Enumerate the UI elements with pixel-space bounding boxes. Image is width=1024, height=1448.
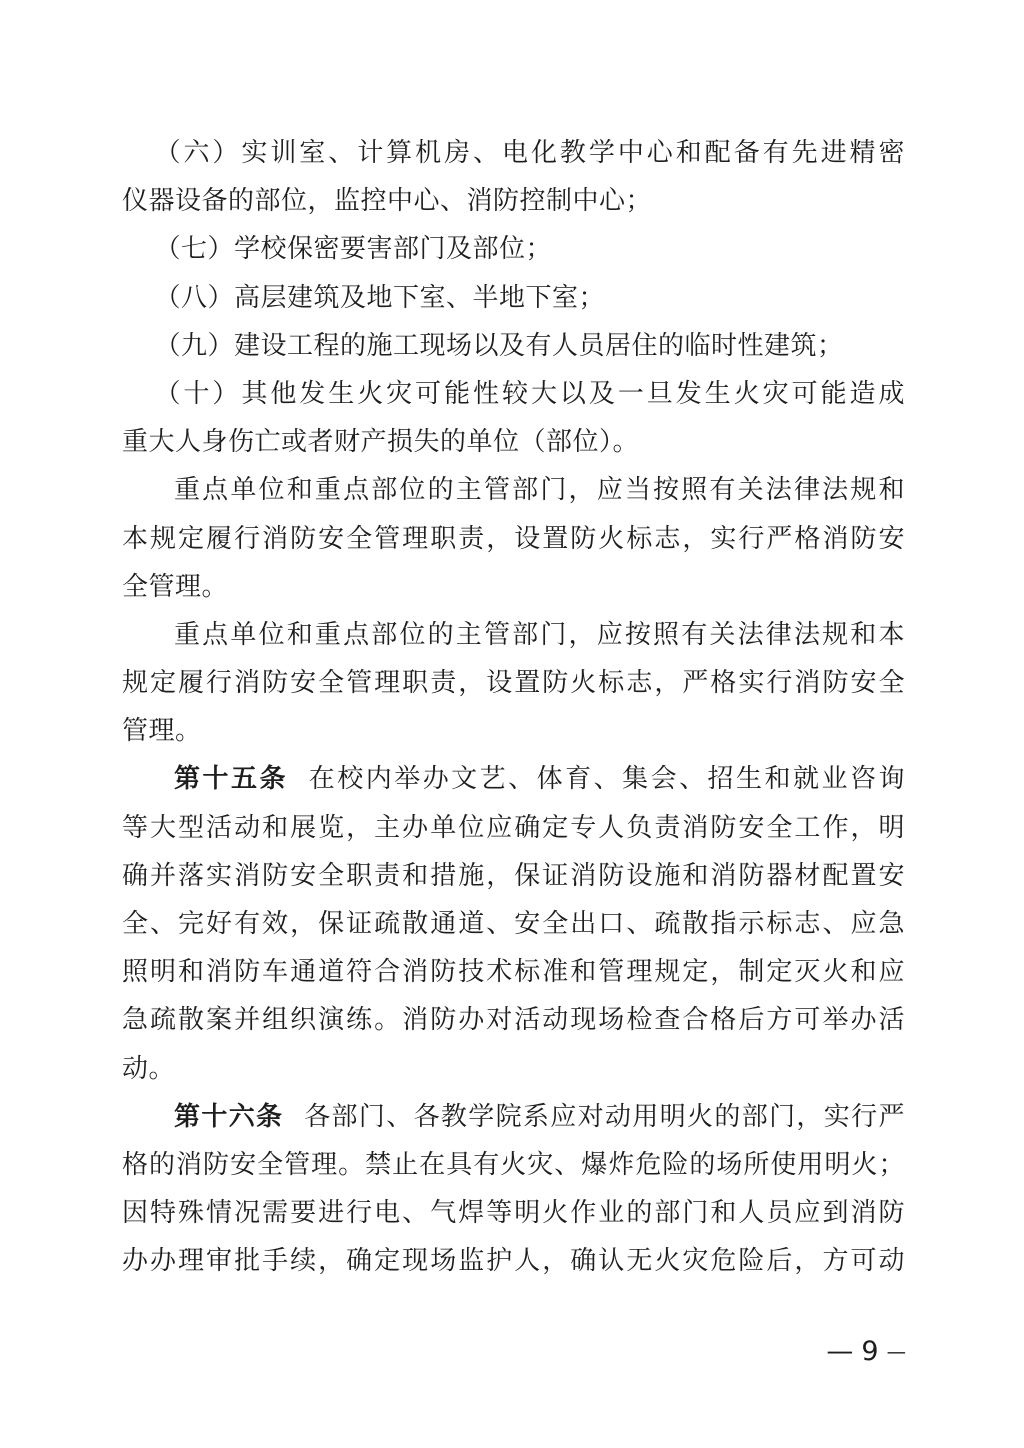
text-line: （十）其他发生火灾可能性较大以及一旦发生火灾可能造成 — [154, 378, 905, 408]
text-line: 仪器设备的部位，监控中心、消防控制中心； — [122, 186, 653, 216]
text-line: 重点单位和重点部位的主管部门，应按照有关法律法规和本 — [174, 619, 905, 649]
paragraph — [122, 225, 905, 273]
text-line: 本规定履行消防安全管理职责，设置防火标志，实行严格消防安 — [122, 523, 905, 553]
page-number: 9 — [861, 1336, 879, 1367]
text-line: 格的消防安全管理。禁止在具有火灾、爆炸危险的场所使用明火； — [122, 1149, 905, 1179]
text-line: 管理。 — [122, 716, 202, 746]
page-footer — [826, 1332, 906, 1372]
text-line: 重点单位和重点部位的主管部门，应当按照有关法律法规和 — [174, 475, 905, 505]
text-line: 规定履行消防安全管理职责，设置防火标志，严格实行消防安全 — [122, 668, 905, 698]
paragraph — [122, 1093, 905, 1286]
text-line: 急疏散案并组织演练。消防办对活动现场检查合格后方可举办活 — [122, 1005, 905, 1035]
paragraph — [122, 611, 905, 756]
footer-dash-right: — — [886, 1340, 906, 1363]
text-line: 确并落实消防安全职责和措施，保证消防设施和消防器材配置安 — [122, 860, 905, 890]
text-line: 第十六条 各部门、各教学院系应对动用明火的部门，实行严 — [174, 1101, 905, 1131]
paragraph — [122, 129, 905, 225]
text-line: 重大人身伤亡或者财产损失的单位（部位）。 — [122, 427, 640, 457]
text-line: （九）建设工程的施工现场以及有人员居住的临时性建筑； — [154, 330, 844, 360]
article-number: 第十五条 — [174, 764, 288, 794]
text-line: 动。 — [122, 1053, 176, 1083]
footer-dash-left: — — [826, 1336, 854, 1367]
document-body — [122, 129, 905, 1286]
text-line: 全、完好有效，保证疏散通道、安全出口、疏散指示标志、应急 — [122, 909, 905, 938]
text-line: 等大型活动和展览，主办单位应确定专人负责消防安全工作，明 — [122, 812, 905, 842]
paragraph — [122, 370, 905, 466]
text-line: 全管理。 — [122, 571, 229, 601]
text-line: 因特殊情况需要进行电、气焊等明火作业的部门和人员应到消防 — [122, 1198, 905, 1228]
paragraph — [122, 466, 905, 611]
article-number: 第十六条 — [174, 1101, 284, 1131]
paragraph — [122, 322, 905, 370]
text-line: 第十五条 在校内举办文艺、体育、集会、招生和就业咨询 — [174, 764, 905, 794]
text-line: （八）高层建筑及地下室、半地下室； — [154, 282, 606, 312]
paragraph — [122, 274, 905, 322]
text-line: （七）学校保密要害部门及部位； — [154, 234, 553, 264]
text-line: （六）实训室、计算机房、电化教学中心和配备有先进精密 — [154, 138, 905, 167]
paragraph — [122, 755, 905, 1092]
text-line: 照明和消防车通道符合消防技术标准和管理规定，制定灭火和应 — [122, 957, 905, 987]
text-line: 办办理审批手续，确定现场监护人，确认无火灾危险后，方可动 — [122, 1246, 905, 1276]
